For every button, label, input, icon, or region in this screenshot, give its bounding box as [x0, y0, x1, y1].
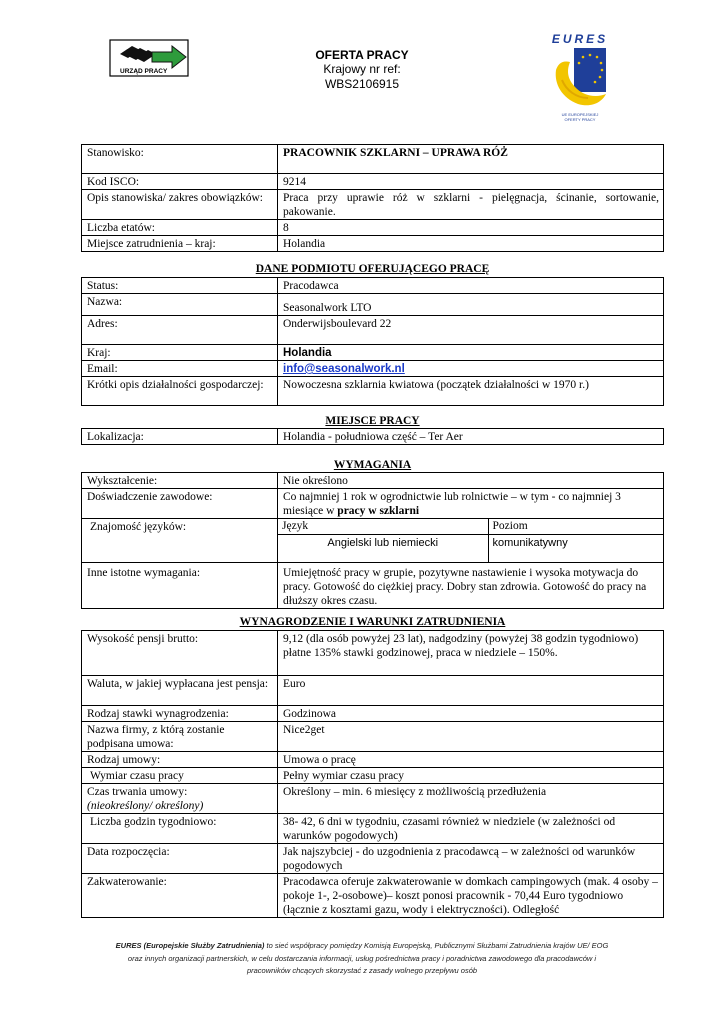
requirements-section [81, 472, 664, 609]
description-value: Praca przy uprawie róż w szklarni - pielęgnacja, ścinanie, sortowanie, pakowanie. [278, 190, 664, 220]
start-label: Data rozpoczęcia: [82, 844, 278, 874]
table-row [82, 316, 664, 345]
page-header [0, 0, 724, 130]
country-value: Holandia [278, 236, 664, 252]
page-footer [60, 940, 664, 978]
languages-table [278, 519, 663, 562]
languages-cell [278, 519, 664, 563]
languages-label: Znajomość języków: [82, 519, 278, 563]
contract-label: Rodzaj umowy: [82, 752, 278, 768]
ref-label: Krajowy nr ref: [323, 62, 401, 76]
language-value: Angielski lub niemiecki [278, 534, 488, 562]
footer-line-3: pracowników chcących skorzystać z zasady wolnego przepływu osób [246, 966, 478, 975]
name-value: Seasonalwork LTO [278, 294, 664, 316]
email-link[interactable]: info@seasonalwork.nl [283, 363, 405, 375]
table-row [82, 145, 664, 174]
workplace-table [81, 428, 664, 445]
table-row [82, 345, 664, 361]
positions-value: 8 [278, 220, 664, 236]
duration-label: Czas trwania umowy: [87, 786, 188, 798]
employer-section [81, 277, 664, 406]
workplace-section-title: MIEJSCE PRACY [325, 415, 420, 427]
activity-value: Nowoczesna szklarnia kwiatowa (początek działalności w 1970 r.) [278, 377, 664, 406]
currency-label: Waluta, w jakiej wypłacana jest pensja: [82, 676, 278, 706]
employer-country-value: Holandia [278, 345, 664, 361]
table-row [82, 844, 664, 874]
level-header: Poziom [488, 519, 663, 534]
email-label: Email: [82, 361, 278, 377]
other-requirements-value: Umiejętność pracy w grupie, pozytywne nastawienie i wysoka motywacja do pracy. Gotowość do ciężkiej pracy. Dobry stan zdrowia. Gotowość do pracy na dłuższy okres czasu. [278, 563, 664, 609]
footer-line-1 [60, 940, 664, 953]
urzad-pracy-logo-text: URZĄD PRACY [120, 68, 168, 75]
hours-value: 38- 42, 6 dni w tygodniu, czasami również w niedziele (w zależności od warunków pogodowych) [278, 814, 664, 844]
table-row [82, 784, 664, 814]
rate-type-label: Rodzaj stawki wynagrodzenia: [82, 706, 278, 722]
table-row [82, 768, 664, 784]
eures-logo [548, 32, 612, 122]
activity-label: Krótki opis działalności gospodarczej: [82, 377, 278, 406]
employer-section-title: DANE PODMIOTU OFERUJĄCEGO PRACĘ [255, 263, 490, 275]
requirements-section-title: WYMAGANIA [333, 459, 412, 471]
eures-logo-text: EURES [551, 32, 609, 46]
country-label: Miejsce zatrudnienia – kraj: [82, 236, 278, 252]
table-row [82, 722, 664, 752]
table-row [82, 752, 664, 768]
worktime-label: Wymiar czasu pracy [82, 768, 278, 784]
job-table [81, 144, 664, 252]
requirements-table [81, 472, 664, 609]
ref-number: WBS2106915 [324, 77, 400, 91]
accommodation-value: Pracodawca oferuje zakwaterowanie w domkach campingowych (mak. 4 osoby – pokoje 1-, 2-osobowe)– koszt ponosi pracownik - 70,44 Euro tygodniowo (łącznie z kosztami gazu, wody i elektryczności). Odległość [278, 874, 664, 918]
worktime-value: Pełny wymiar czasu pracy [278, 768, 664, 784]
company-label: Nazwa firmy, z którą zostanie podpisana umowa: [82, 722, 278, 752]
table-row [82, 220, 664, 236]
table-row [278, 519, 663, 534]
table-row [82, 294, 664, 316]
table-row [82, 429, 664, 445]
footer-eures-name: EURES (Europejskie Służby Zatrudnienia) [115, 941, 265, 950]
rate-type-value: Godzinowa [278, 706, 664, 722]
duration-value: Określony – min. 6 miesięcy z możliwością przedłużenia [278, 784, 664, 814]
name-label: Nazwa: [82, 294, 278, 316]
experience-value [278, 489, 664, 519]
language-header: Język [278, 519, 488, 534]
conditions-section-title: WYNAGRODZENIE I WARUNKI ZATRUDNIENIA [239, 616, 506, 628]
location-label: Lokalizacja: [82, 429, 278, 445]
level-value: komunikatywny [492, 536, 568, 549]
table-row [82, 519, 664, 563]
table-row [82, 489, 664, 519]
isco-label: Kod ISCO: [82, 174, 278, 190]
currency-value: Euro [278, 676, 664, 706]
status-label: Status: [82, 278, 278, 294]
experience-value-plain: Co najmniej 1 rok w ogrodnictwie lub rolnictwie – w tym - co najmniej 3 miesiące w [283, 491, 621, 517]
conditions-section [81, 630, 664, 918]
workplace-section [81, 428, 664, 445]
salary-value: 9,12 (dla osób powyżej 23 lat), nadgodziny (powyżej 38 godzin tygodniowo) płatne 135% stawki godzinowej, praca w niedziele – 150%. [278, 631, 664, 676]
hours-label: Liczba godzin tygodniowo: [82, 814, 278, 844]
employer-country-label: Kraj: [82, 345, 278, 361]
table-row [82, 278, 664, 294]
experience-label: Doświadczenie zawodowe: [82, 489, 278, 519]
job-section [81, 144, 664, 252]
eures-logo-caption: UE EUROPEJSKIEJ OFERTY PRACY [561, 112, 599, 122]
contract-value: Umowa o pracę [278, 752, 664, 768]
education-label: Wykształcenie: [82, 473, 278, 489]
table-row [82, 236, 664, 252]
duration-label-cell [82, 784, 278, 814]
footer-line-1-rest: to sieć współpracy pomiędzy Komisją Europejską, Publicznymi Służbami Zatrudnienia krajów UE/ EOG [264, 941, 609, 950]
experience-value-bold: pracy w szklarni [337, 505, 420, 517]
table-row [278, 534, 663, 562]
employer-table [81, 277, 664, 406]
duration-label-italic: (nieokreślony/ określony) [87, 800, 204, 812]
table-row [82, 706, 664, 722]
status-value: Pracodawca [278, 278, 664, 294]
other-requirements-label: Inne istotne wymagania: [82, 563, 278, 609]
address-value: Onderwijsboulevard 22 [278, 316, 664, 345]
description-label: Opis stanowiska/ zakres obowiązków: [82, 190, 278, 220]
table-row [82, 563, 664, 609]
table-row [82, 676, 664, 706]
table-row [82, 174, 664, 190]
isco-value: 9214 [278, 174, 664, 190]
education-value: Nie określono [278, 473, 664, 489]
offer-title: OFERTA PRACY [315, 48, 409, 62]
position-value: PRACOWNIK SZKLARNI – UPRAWA RÓŻ [278, 145, 664, 174]
positions-label: Liczba etatów: [82, 220, 278, 236]
location-value: Holandia - południowa część – Ter Aer [278, 429, 664, 445]
salary-label: Wysokość pensji brutto: [82, 631, 278, 676]
table-row [82, 377, 664, 406]
offer-heading [262, 48, 462, 92]
urzad-pracy-logo [106, 36, 192, 80]
table-row [82, 190, 664, 220]
table-row [82, 473, 664, 489]
conditions-table [81, 630, 664, 918]
position-label: Stanowisko: [82, 145, 278, 174]
start-value: Jak najszybciej - do uzgodnienia z pracodawcą – w zależności od warunków pogodowych [278, 844, 664, 874]
table-row [82, 814, 664, 844]
footer-line-2: oraz innych organizacji partnerskich, w celu dostarczania informacji, usług pośrednictwa pracy i poradnictwa zawodowego dla pracodawców i [127, 953, 597, 963]
company-value: Nice2get [278, 722, 664, 752]
table-row [82, 631, 664, 676]
table-row [82, 361, 664, 377]
accommodation-label: Zakwaterowanie: [82, 874, 278, 918]
address-label: Adres: [82, 316, 278, 345]
table-row [82, 874, 664, 918]
